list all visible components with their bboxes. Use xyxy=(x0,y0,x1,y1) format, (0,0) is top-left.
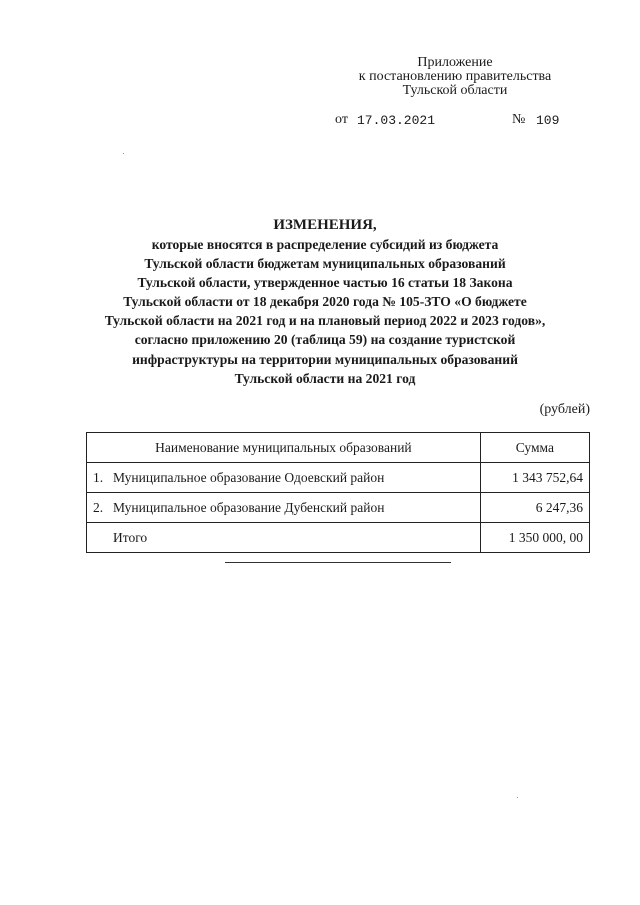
number-prefix: № xyxy=(512,112,526,127)
title-line: Тульской области на 2021 год и на плановый период 2022 и 2023 годов», xyxy=(104,313,546,329)
scan-speck xyxy=(517,797,518,798)
title-line: Тульской области от 18 декабря 2020 года № 105-ЗТО «О бюджете xyxy=(123,294,527,310)
title-line: согласно приложению 20 (таблица 59) на создание туристской xyxy=(134,332,516,348)
scan-speck xyxy=(123,153,124,154)
title-line: Тульской области бюджетам муниципальных образований xyxy=(144,256,506,272)
title-heading: ИЗМЕНЕНИЯ, xyxy=(273,217,377,233)
document-title xyxy=(60,215,590,388)
table-row xyxy=(87,463,590,493)
header-sum: Сумма xyxy=(480,433,589,463)
appendix-reference: к постановлению правительства xyxy=(358,69,552,84)
appendix-title: Приложение xyxy=(417,55,493,70)
decree-date: 17.03.2021 xyxy=(357,113,436,128)
appendix-region: Тульской области xyxy=(402,83,508,98)
subsidy-table xyxy=(86,432,590,553)
title-line: Тульской области на 2021 год xyxy=(234,370,416,386)
table-header-row xyxy=(87,433,590,463)
title-line: инфраструктуры на территории муниципальных образований xyxy=(132,351,518,367)
date-prefix: от xyxy=(335,112,348,127)
row-name-cell xyxy=(87,463,481,493)
appendix-header xyxy=(330,56,580,98)
total-label: Итого xyxy=(113,529,148,545)
total-sum: 1 350 000, 00 xyxy=(480,523,589,553)
row-name-cell xyxy=(87,493,481,523)
table-total-row xyxy=(87,523,590,553)
row-sum: 6 247,36 xyxy=(480,493,589,523)
end-rule xyxy=(225,562,451,563)
row-name: Муниципальное образование Одоевский район xyxy=(113,469,385,485)
row-name: Муниципальное образование Дубенский район xyxy=(113,499,385,515)
table-row xyxy=(87,493,590,523)
total-label-cell xyxy=(87,523,481,553)
row-number: 2. xyxy=(93,499,104,515)
header-name: Наименование муниципальных образований xyxy=(87,433,481,463)
title-line: Тульской области, утвержденное частью 16 статьи 18 Закона xyxy=(137,275,513,291)
title-line: которые вносятся в распределение субсидий из бюджета xyxy=(151,237,499,252)
unit-label: (рублей) xyxy=(539,402,590,417)
row-sum: 1 343 752,64 xyxy=(480,463,589,493)
decree-number: 109 xyxy=(536,113,560,128)
row-number: 1. xyxy=(93,469,104,485)
